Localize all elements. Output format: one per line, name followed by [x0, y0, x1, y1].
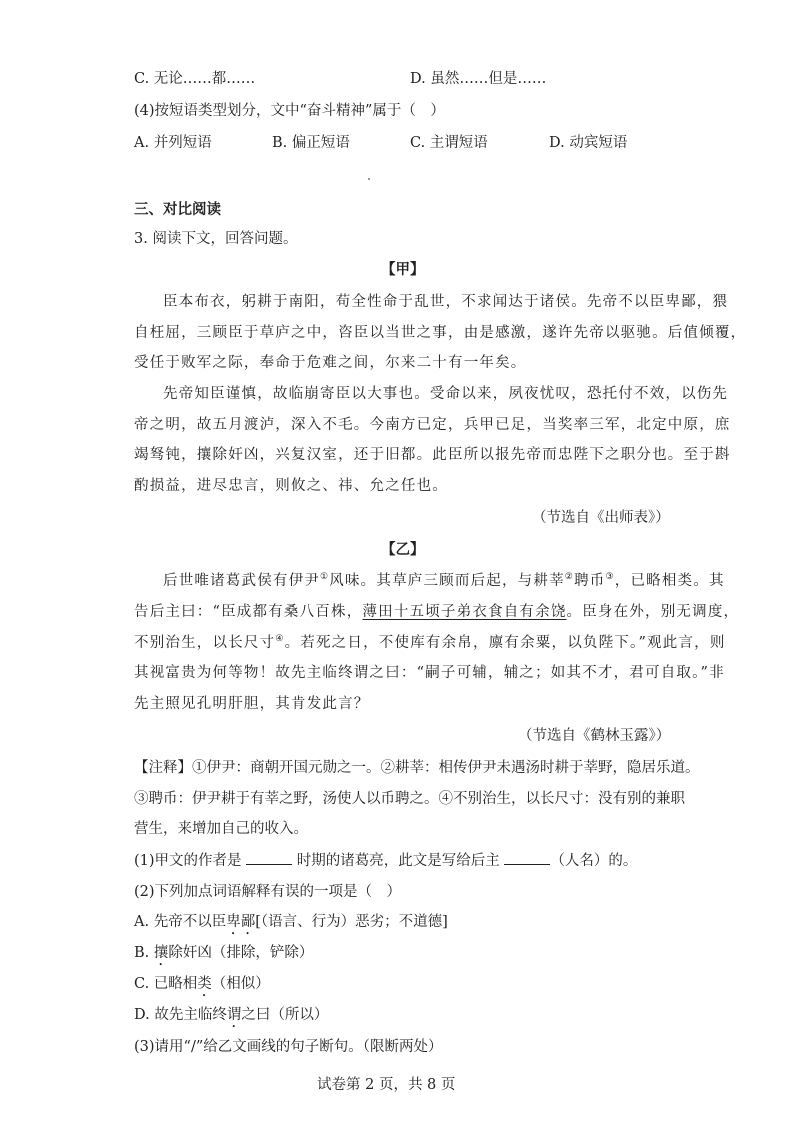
yi-line: 告后主曰：“臣成都有桑八百株，薄田十五顷子弟衣食自有余饶。臣身在外，别无调度， [134, 604, 740, 620]
section-heading: 三、对比阅读 [134, 201, 221, 218]
q4-option-b: B. 偏正短语 [272, 135, 350, 151]
answer-blank [504, 852, 550, 865]
option-d: D. 虽然……但是…… [410, 71, 547, 87]
jia-line: 酌损益，进尽忠言，则攸之、祎、允之任也。 [134, 478, 448, 494]
question-3-stem: (3)请用“/”给乙文画线的句子断句。（限断两处） [134, 1039, 443, 1055]
note-line: ③聘币：伊尹耕于有莘之野，汤使人以币聘之。④不别治生，以长尺寸：没有别的兼职 [134, 791, 685, 807]
jia-line: 竭驽钝，攘除奸凶，兴复汉室，还于旧都。此臣所以报先帝而忠陛下之职分也。至于斟 [134, 447, 731, 463]
jia-line: 受任于败军之际，奉命于危难之间，尔来二十有一年矣。 [134, 355, 527, 371]
q4-option-c: C. 主谓短语 [410, 135, 488, 151]
jia-line: 臣本布衣，躬耕于南阳，苟全性命于乱世，不求闻达于诸侯。先帝不以臣卑鄙，猥 [163, 294, 729, 310]
jia-source: （节选自《出师表》） [532, 510, 670, 526]
question-3-intro: 3. 阅读下文，回答问题。 [134, 231, 298, 247]
q4-option-d: D. 动宾短语 [549, 135, 628, 151]
q2-option-b: B. 攘除奸凶（排除，铲除） [134, 945, 314, 961]
note-line: 营生，来增加自己的收入。 [134, 821, 308, 837]
q2-option-a: A. 先帝不以臣卑鄙[（语言、行为）恶劣；不道德] [134, 914, 448, 930]
jia-line: 帝之明，故五月渡泸，深入不毛。今南方已定，兵甲已足，当奖率三军，北定中原，庶 [134, 417, 731, 433]
passage-yi-label: 【乙】 [381, 541, 425, 558]
answer-blank [246, 852, 292, 865]
yi-line: 后世唯诸葛武侯有伊尹①风味。其草庐三顾而后起，与耕莘②聘币③，已略相类。其 [163, 572, 725, 589]
yi-line: 不别治生，以长尺寸④。若死之日，不使库有余帛，廪有余粟，以负陛下。”观此言，则 [134, 634, 726, 651]
question-2-stem: (2)下列加点词语解释有误的一项是（ ） [134, 884, 402, 900]
q2-option-d: D. 故先主临终谓之曰（所以） [134, 1007, 329, 1023]
jia-line: 自枉屈，三顾臣于草庐之中，咨臣以当世之事，由是感激，遂许先帝以驱驰。后值倾覆， [134, 325, 747, 341]
q2-option-c: C. 已略相类（相似） [134, 976, 270, 992]
page-footer: 试卷第 2 页，共 8 页 [317, 1077, 456, 1093]
question-1: (1)甲文的作者是 时期的诸葛亮，此文是写给后主 （人名）的。 [134, 853, 638, 869]
question-4-stem: (4)按短语类型划分，文中“奋斗精神”属于（ ） [134, 103, 445, 119]
scan-speck [368, 178, 370, 180]
yi-line: 先主照见孔明肝胆，其肯发此言？ [134, 696, 370, 712]
option-c: C. 无论……都…… [134, 71, 256, 87]
jia-line: 先帝知臣谨慎，故临崩寄臣以大事也。受命以来，夙夜忧叹，恐托付不效，以伤先 [163, 386, 729, 402]
yi-line: 其视富贵为何等物！故先主临终谓之曰：“嗣子可辅，辅之；如其不才，君可自取。”非 [134, 665, 725, 681]
passage-jia-label: 【甲】 [381, 261, 425, 278]
underlined-sentence: 薄田十五顷子弟衣食自有余饶 [362, 604, 567, 620]
note-line: 【注释】①伊尹：商朝开国元勋之一。②耕莘：相传伊尹未遇汤时耕于莘野，隐居乐道。 [134, 760, 700, 776]
q4-option-a: A. 并列短语 [134, 135, 212, 151]
yi-source: （节选自《鹤林玉露》） [518, 728, 671, 744]
